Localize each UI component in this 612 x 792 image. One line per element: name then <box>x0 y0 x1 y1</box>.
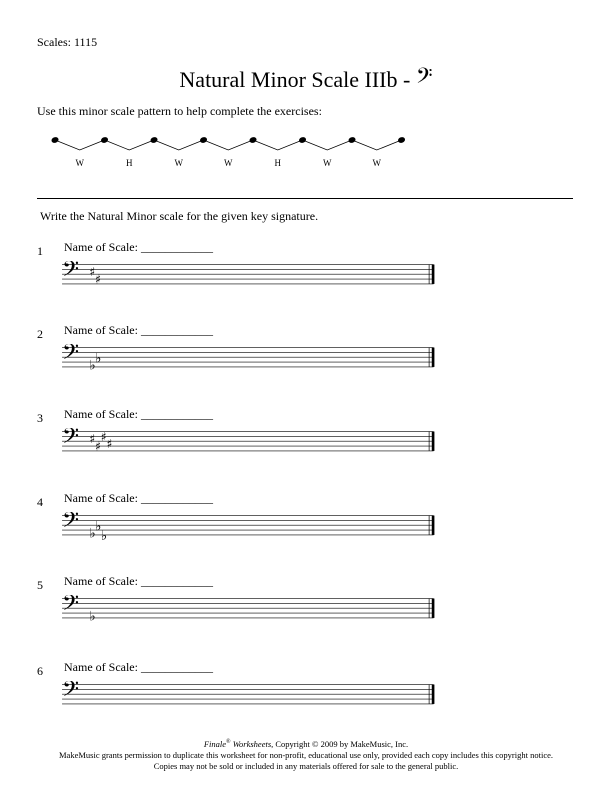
music-staff <box>37 595 463 625</box>
page-title <box>0 64 612 95</box>
music-staff <box>37 681 463 711</box>
final-barline <box>432 599 435 618</box>
pattern-instructions: Use this minor scale pattern to help complete the exercises: <box>37 104 322 118</box>
scale-note <box>199 136 208 144</box>
bass-clef-icon: 𝄢 <box>415 64 433 94</box>
exercise-number: 1 <box>37 244 43 258</box>
footer-line-3: Copies may not be sold or included in any materials offered for sale to the general public. <box>153 760 459 771</box>
music-staff <box>37 428 463 458</box>
flat-icon: ♭ <box>89 526 96 542</box>
music-staff <box>37 512 463 542</box>
bass-clef-icon: 𝄢 <box>62 595 80 622</box>
sharp-icon: ♯ <box>89 265 96 280</box>
footer-copyright: , Copyright © 2009 by MakeMusic, Inc. <box>271 738 409 749</box>
sharp-icon: ♯ <box>95 439 102 454</box>
footer-line-1 <box>0 737 612 750</box>
step-connector <box>352 140 402 150</box>
step-label: W <box>323 158 332 168</box>
sharp-icon: ♯ <box>89 432 96 447</box>
scale-name-field[interactable]: Name of Scale: ____________ <box>64 407 213 421</box>
final-barline <box>432 516 435 535</box>
scale-note <box>298 136 307 144</box>
footer-brand: Finale <box>203 738 227 749</box>
scale-note <box>150 136 159 144</box>
footer-line-2: MakeMusic grants permission to duplicate this worksheet for non-profit, educational use only, provided each copy includes this copyright notice. <box>59 749 553 760</box>
music-staff <box>37 344 463 374</box>
scale-name-field[interactable]: Name of Scale: ____________ <box>64 660 213 674</box>
step-label: W <box>75 158 84 168</box>
final-barline <box>432 685 435 704</box>
flat-icon: ♭ <box>95 519 102 535</box>
sharp-icon: ♯ <box>95 272 102 287</box>
exercise-number: 2 <box>37 327 43 341</box>
exercise-number: 5 <box>37 578 43 592</box>
step-label: W <box>224 158 233 168</box>
bass-clef-icon: 𝄢 <box>62 428 80 455</box>
exercise-number: 3 <box>37 411 43 425</box>
flat-icon: ♭ <box>89 358 96 374</box>
section-divider <box>37 198 573 199</box>
scale-note <box>249 136 258 144</box>
flat-icon: ♭ <box>89 609 96 625</box>
music-staff <box>37 261 463 291</box>
step-label: H <box>274 158 281 168</box>
step-connector <box>154 140 204 150</box>
scale-pattern-diagram <box>0 130 612 180</box>
flat-icon: ♭ <box>100 529 108 542</box>
step-connector <box>55 140 105 150</box>
title-text: Natural Minor Scale IIIb - <box>179 67 411 92</box>
step-connector <box>204 140 254 150</box>
copyright-footer <box>0 737 612 772</box>
scale-note <box>51 136 60 144</box>
footer-brand-mark: ® <box>226 739 231 745</box>
step-label: W <box>372 158 381 168</box>
scale-name-field[interactable]: Name of Scale: ____________ <box>64 323 213 337</box>
sharp-icon: ♯ <box>100 429 107 444</box>
scale-name-field[interactable]: Name of Scale: ____________ <box>64 574 213 588</box>
bass-clef-icon: 𝄢 <box>62 344 80 371</box>
scale-name-field[interactable]: Name of Scale: ____________ <box>64 491 213 505</box>
step-connector <box>253 140 303 150</box>
step-label: H <box>126 158 133 168</box>
bass-clef-icon: 𝄢 <box>62 512 80 539</box>
step-connector <box>105 140 155 150</box>
exercise-instructions: Write the Natural Minor scale for the given key signature. <box>40 209 319 223</box>
exercise-number: 6 <box>37 664 43 678</box>
exercise-number: 4 <box>37 495 43 509</box>
sharp-icon: ♯ <box>106 437 113 452</box>
flat-icon: ♭ <box>95 351 102 367</box>
worksheet-code: Scales: 1115 <box>37 35 98 49</box>
bass-clef-icon: 𝄢 <box>62 681 80 708</box>
step-connector <box>303 140 353 150</box>
final-barline <box>432 432 435 451</box>
bass-clef-icon: 𝄢 <box>62 261 80 288</box>
footer-brand-suffix: Worksheets <box>232 738 272 749</box>
scale-note <box>397 136 406 144</box>
scale-note <box>348 136 357 144</box>
scale-name-field[interactable]: Name of Scale: ____________ <box>64 240 213 254</box>
step-label: W <box>174 158 183 168</box>
scale-note <box>100 136 109 144</box>
final-barline <box>432 265 435 284</box>
final-barline <box>432 348 435 367</box>
